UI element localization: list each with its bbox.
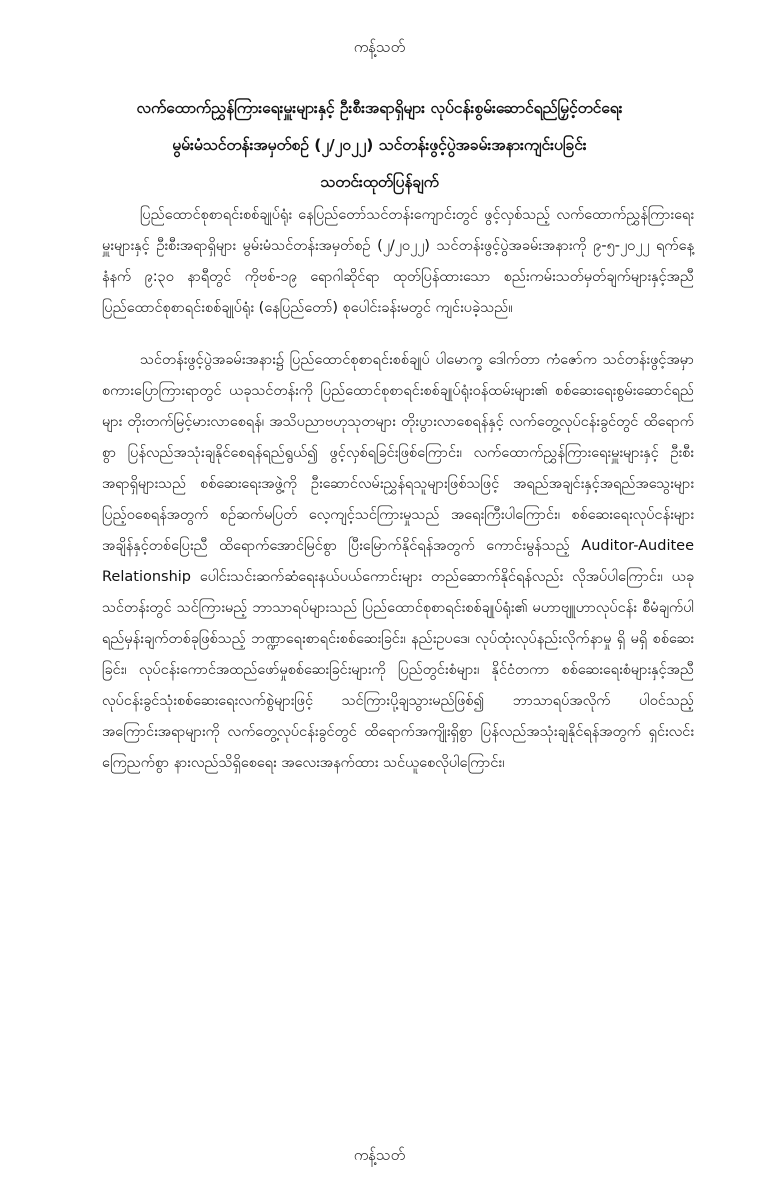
document-title [60, 90, 699, 201]
paragraph-1: ပြည်ထောင်စုစာရင်းစစ်ချုပ်ရုံး နေပြည်တော်သင်တန်းကျောင်းတွင် ဖွင့်လှစ်သည့် လက်ထောက်ညွှန်ကြားရေးမှူးများနှင့် ဦးစီးအရာရှိများ မွမ်းမံသင်တန်းအမှတ်စဉ် (၂/၂၀၂၂) သင်တန်းဖွင့်ပွဲအခမ်းအနားကို ၉-၅-၂၀၂၂ ရက်နေ့ နံနက် ၉:၃၀ နာရီတွင် ကိုဗစ်-၁၉ ရောဂါဆိုင်ရာ ထုတ်ပြန်ထားသော စည်းကမ်းသတ်မှတ်ချက်များနှင့်အညီ ပြည်ထောင်စုစာရင်းစစ်ချုပ်ရုံး (နေပြည်တော်) စုပေါင်းခန်းမတွင် ကျင်းပခဲ့သည်။ [102, 207, 694, 316]
title-line-3: သတင်းထုတ်ပြန်ချက် [320, 173, 439, 191]
title-line-1: လက်ထောက်ညွှန်ကြားရေးမှူးများနှင့် ဦးစီးအရာရှိများ လုပ်ငန်းစွမ်းဆောင်ရည်မြှင့်တင်ရေး [136, 99, 623, 117]
classification-header: ကန့်သတ် [353, 38, 406, 56]
paragraph-2: သင်တန်းဖွင့်ပွဲအခမ်းအနား၌ ပြည်ထောင်စုစာရင်းစစ်ချုပ် ပါမောက္ခ ဒေါက်တာ ကံဇော်က သင်တန်းဖွင့်အမှာစကားပြောကြားရာတွင် ယခုသင်တန်းကို ပြည်ထောင်စုစာရင်းစစ်ချုပ်ရုံးဝန်ထမ်းများ၏ စစ်ဆေးရေးစွမ်းဆောင်ရည်များ တိုးတက်မြင့်မားလာစေရန်၊ အသိပညာဗဟုသုတများ တိုးပွားလာစေရန်နှင့် လက်တွေ့လုပ်ငန်းခွင်တွင် ထိရောက်စွာ ပြန်လည်အသုံးချနိုင်စေရန်ရည်ရွယ်၍ ဖွင့်လှစ်ရခြင်းဖြစ်ကြောင်း၊ လက်ထောက်ညွှန်ကြားရေးမှူးများနှင့် ဦးစီးအရာရှိများသည် စစ်ဆေးရေးအဖွဲ့ကို ဦးဆောင်လမ်းညွှန်ရသူများဖြစ်သဖြင့် အရည်အချင်းနှင့်အရည်အသွေးများ ပြည့်ဝစေရန်အတွက် စဉ်ဆက်မပြတ် လေ့ကျင့်သင်ကြားမှုသည် အရေးကြီးပါကြောင်း၊ စစ်ဆေးရေးလုပ်ငန်းများ အချိန်နှင့်တစ်ပြေးညီ ထိရောက်အောင်မြင်စွာ ပြီးမြောက်နိုင်ရန်အတွက် ကောင်းမွန်သည့် Auditor-Auditee Relationship ပေါင်းသင်းဆက်ဆံရေးနယ်ပယ်ကောင်းများ တည်ဆောက်နိုင်ရန်လည်း လိုအပ်ပါကြောင်း၊ ယခုသင်တန်းတွင် သင်ကြားမည့် ဘာသာရပ်များသည် ပြည်ထောင်စုစာရင်းစစ်ချုပ်ရုံး၏ မဟာဗျူဟာလုပ်ငန်း စီမံချက်ပါ ရည်မှန်းချက်တစ်ခုဖြစ်သည့် ဘဏ္ဍာရေးစာရင်းစစ်ဆေးခြင်း၊ နည်းဥပဒေ၊ လုပ်ထုံးလုပ်နည်းလိုက်နာမှု ရှိ မရှိ စစ်ဆေးခြင်း၊ လုပ်ငန်းကောင်အထည်ဖော်မှုစစ်ဆေးခြင်းများကို ပြည်တွင်းစံများ၊ နိုင်ငံတကာ စစ်ဆေးရေးစံများနှင့်အညီ လုပ်ငန်းခွင်သုံးစစ်ဆေးရေးလက်စွဲများဖြင့် သင်ကြားပို့ချသွားမည်ဖြစ်၍ ဘာသာရပ်အလိုက် ပါဝင်သည့်အကြောင်းအရာများကို လက်တွေ့လုပ်ငန်းခွင်တွင် ထိရောက်အကျိုးရှိစွာ ပြန်လည်အသုံးချနိုင်ရန်အတွက် ရှင်းလင်းကြေညက်စွာ နားလည်သိရှိစေရေး အလေးအနက်ထား သင်ယူစေလိုပါကြောင်း၊ [102, 352, 694, 771]
title-line-2: မွမ်းမံသင်တန်းအမှတ်စဉ် (၂/၂၀၂၂) သင်တန်းဖွင့်ပွဲအခမ်းအနားကျင်းပခြင်း [172, 136, 587, 154]
classification-footer: ကန့်သတ် [353, 1146, 406, 1164]
document-body [102, 200, 694, 800]
